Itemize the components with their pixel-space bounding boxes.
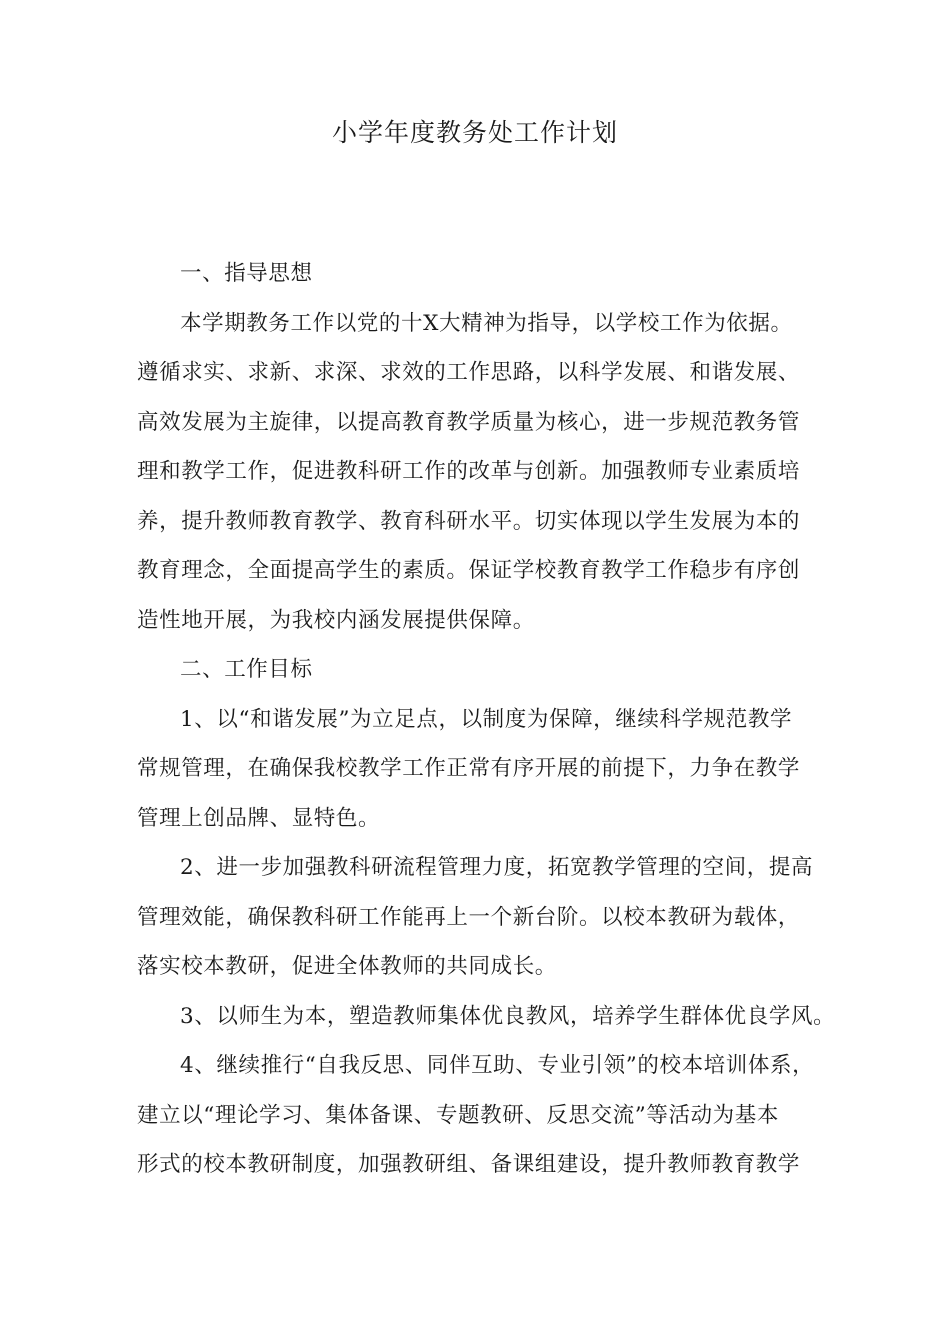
body-line: 常规管理，在确保我校教学工作正常有序开展的前提下，力争在教学 (137, 756, 801, 781)
body-line: 建立以“理论学习、集体备课、专题教研、反思交流”等活动为基本 (137, 1102, 779, 1128)
body-line: 形式的校本教研制度，加强教研组、备课组建设，提升教师教育教学 (137, 1152, 801, 1177)
body-line: 遵循求实、求新、求深、求效的工作思路，以科学发展、和谐发展、 (137, 360, 801, 385)
body-line: 一、指导思想 (180, 261, 313, 286)
body-line: 1、以“和谐发展”为立足点，以制度为保障，继续科学规范教学 (180, 706, 793, 732)
body-line: 本学期教务工作以党的十X大精神为指导，以学校工作为依据。 (180, 310, 793, 336)
body-line: 4、继续推行“自我反思、同伴互助、专业引领”的校本培训体系， (180, 1053, 815, 1078)
body-line: 3、以师生为本，塑造教师集体优良教风，培养学生群体优良学风。 (180, 1003, 836, 1029)
document-title: 小学年度教务处工作计划 (331, 118, 618, 147)
body-line: 管理效能，确保教科研工作能再上一个新台阶。以校本教研为载体， (137, 904, 801, 930)
body-line: 养，提升教师教育教学、教育科研水平。切实体现以学生发展为本的 (137, 508, 801, 534)
section-heading: 二、工作目标 (180, 657, 313, 682)
body-line: 高效发展为主旋律，以提高教育教学质量为核心，进一步规范教务管 (137, 409, 801, 435)
body-line: 2、进一步加强教科研流程管理力度，拓宽教学管理的空间，提高 (180, 855, 814, 880)
body-line: 教育理念，全面提高学生的素质。保证学校教育教学工作稳步有序创 (137, 558, 801, 583)
body-line: 理和教学工作，促进教科研工作的改革与创新。加强教师专业素质培 (137, 459, 801, 484)
body-line: 管理上创品牌、显特色。 (137, 805, 381, 831)
body-line: 造性地开展，为我校内涵发展提供保障。 (137, 607, 535, 633)
body-line: 落实校本教研，促进全体教师的共同成长。 (137, 954, 557, 979)
